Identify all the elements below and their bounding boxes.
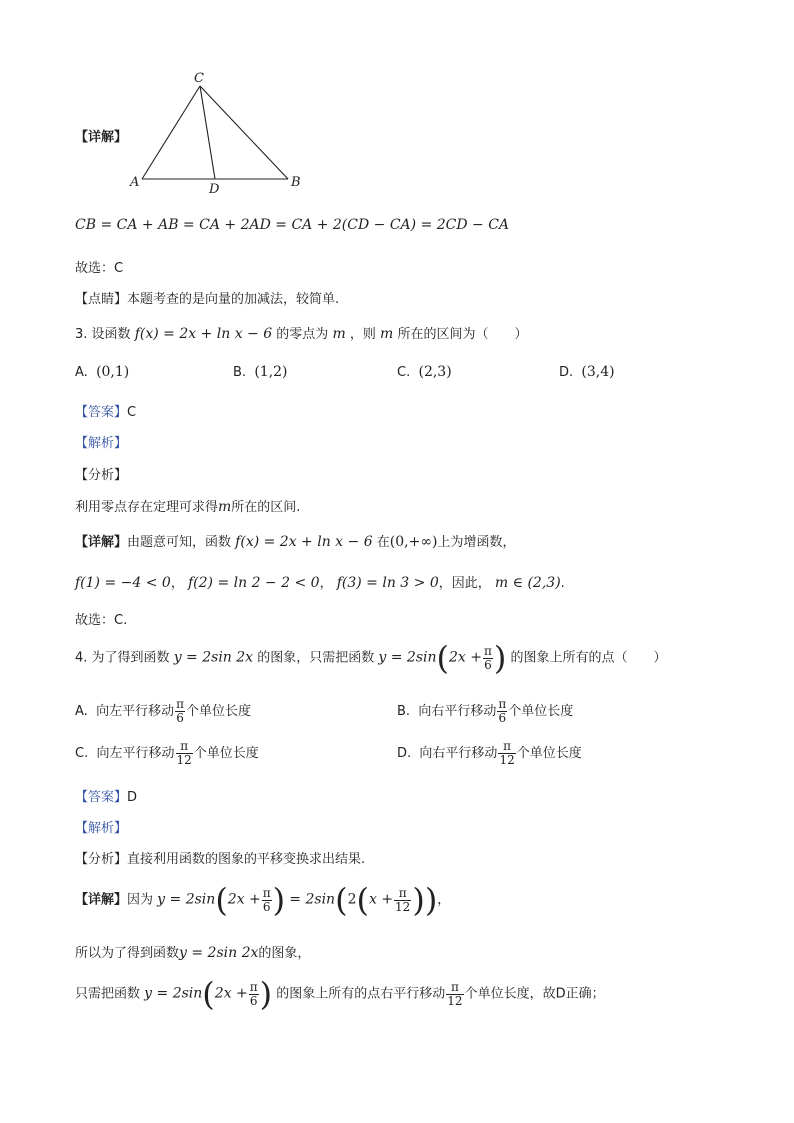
q4-line2: 所以为了得到函数y = 2sin 2x的图象， [75,945,311,961]
q3-stem: 3. 设函数 f(x) = 2x + ln x − 6 的零点为 m ，则 m 所在的区间为（ ） [75,326,528,342]
q4-line3: 只需把函数 y = 2sin(2x + $\frac{\pi}{6}$ ) 的图象上所有的点右平行移动 $\frac{\pi}{12}$ 个单位长度，故D正确； [75,975,605,1013]
q3-option-c: C. (2,3) [397,364,452,380]
q4-option-c: C. 向左平行移动 $\frac{\pi}{12}$ 个单位长度 [75,739,259,767]
q3-fenxi-text: 利用零点存在定理可求得m所在的区间. [75,499,301,515]
q3-option-a: A. (0,1) [75,364,130,380]
q3-fenxi: 【分析】 [75,468,128,483]
q3-answer: 【答案】C [75,405,137,420]
q4-xiangjie: 【详解】因为 y = 2sin(2x + $\frac{\pi}{6}$ ) = 2sin(2(x + $\frac{\pi}{12}$ ))， [75,881,451,919]
q3-xiangjie: 【详解】由题意可知，函数 f(x) = 2x + ln x − 6 在(0,+∞)上为增函数， [75,534,516,550]
q3-function: f(x) = 2x + ln x − 6 [134,326,273,342]
q4-jiexi: 【解析】 [75,821,128,836]
point-label-c: C [194,71,204,86]
q4-option-b: B. 向右平行移动 $\frac{\pi}{6}$ 个单位长度 [397,697,574,725]
vector-equation: CB = CA + AB = CA + 2AD = CA + 2(CD − CA) = 2CD − CA [75,217,510,233]
s1-answer: 故选：C [75,261,124,276]
triangle-side-ca [142,86,200,179]
s1-dianjing: 【点睛】本题考查的是向量的加减法，较简单. [75,292,340,307]
q3-calculation: f(1) = −4 < 0， f(2) = ln 2 − 2 < 0， f(3) = ln 3 > 0，因此， m ∈ (2,3). [75,575,565,591]
xiangjie-label: 【详解】 [75,130,128,145]
q4-option-a: A. 向左平行移动 $\frac{\pi}{6}$ 个单位长度 [75,697,251,725]
point-label-a: A [130,175,140,190]
q3-option-b: B. (1,2) [233,364,288,380]
q4-option-d: D. 向右平行移动 $\frac{\pi}{12}$ 个单位长度 [397,739,582,767]
q3-jiexi: 【解析】 [75,436,128,451]
triangle-figure [120,66,320,196]
q4-fenxi: 【分析】直接利用函数的图象的平移变换求出结果. [75,852,366,867]
q4-answer: 【答案】D [75,790,138,805]
q3-final: 故选：C. [75,613,128,628]
point-label-b: B [291,175,301,190]
q3-option-d: D. (3,4) [559,364,615,380]
q4-stem: 4. 为了得到函数 y = 2sin 2x 的图象，只需把函数 y = 2sin(2x + $\frac{\pi}{6}$ ) 的图象上所有的点（ ） [75,639,667,677]
point-label-d: D [209,182,220,196]
